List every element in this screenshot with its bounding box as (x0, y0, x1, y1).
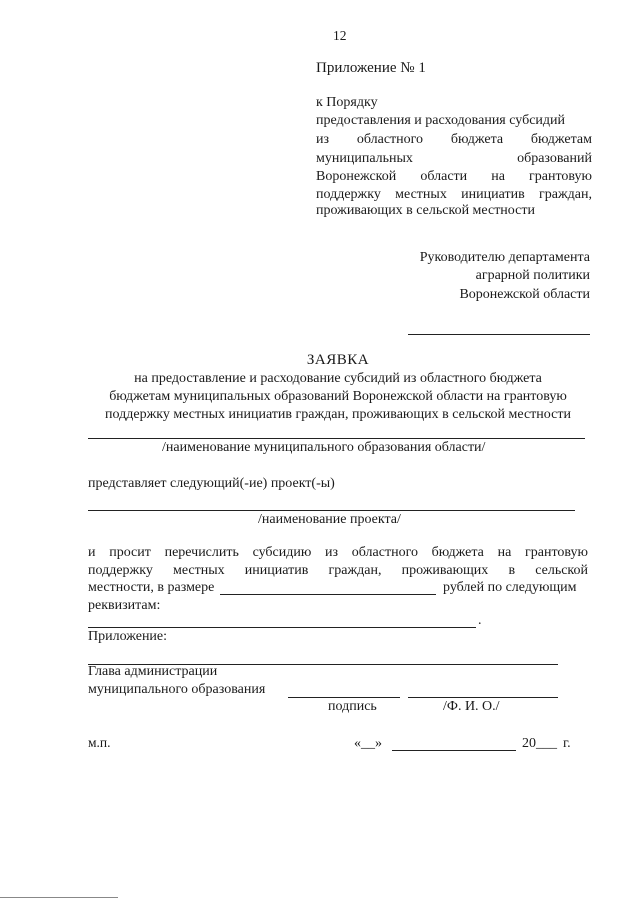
addressee-line: аграрной политики (475, 268, 590, 283)
addressee-line: Воронежской области (459, 287, 590, 302)
appendix-line: к Порядку (316, 95, 378, 110)
municipality-name-line[interactable] (88, 438, 585, 439)
request-line-amount-prefix: местности, в размере (88, 580, 215, 595)
signature-caption: подпись (328, 699, 377, 714)
signer-title-line: Глава администрации (88, 664, 218, 679)
appendix-title: Приложение № 1 (316, 60, 426, 76)
project-name-line[interactable] (88, 510, 575, 511)
addressee-name-line[interactable] (408, 334, 590, 335)
attachment-label: Приложение: (88, 629, 168, 644)
appendix-line: предоставления и расходования субсидий (316, 113, 566, 128)
project-caption: /наименование проекта/ (258, 512, 401, 527)
municipality-caption: /наименование муниципального образования области/ (162, 440, 486, 455)
application-subtitle-line: поддержку местных инициатив граждан, проживающих в сельской местности (105, 407, 571, 422)
date-year-suffix: г. (563, 736, 571, 751)
request-line-amount-suffix: рублей по следующим (443, 580, 577, 595)
page-number: 12 (333, 28, 347, 43)
full-name-caption: /Ф. И. О./ (443, 699, 500, 714)
appendix-line: поддержку местных инициатив граждан, (316, 187, 592, 202)
request-line: и просит перечислить субсидию из областного бюджета на грантовую (88, 545, 588, 560)
signer-title-line: муниципального образования (88, 682, 266, 697)
stamp-place: м.п. (88, 735, 111, 750)
signature-line[interactable] (288, 697, 400, 698)
date-day-field[interactable]: __ (361, 736, 375, 751)
presents-text: представляет следующий(-ие) проект(-ы) (88, 476, 335, 491)
page-bottom-edge (0, 897, 118, 898)
date-open-quote: « (354, 736, 361, 751)
application-subtitle-line: бюджетам муниципальных образований Воронежской области на грантовую (109, 389, 567, 404)
application-title: ЗАЯВКА (306, 352, 370, 368)
appendix-line: проживающих в сельской местности (316, 203, 535, 218)
requisites-period: . (478, 613, 482, 628)
appendix-line: из областного бюджета бюджетам (316, 132, 592, 147)
appendix-line: муниципальных образований (316, 151, 592, 166)
appendix-line: Воронежской области на грантовую (316, 169, 592, 184)
date-year (522, 736, 571, 752)
full-name-line[interactable] (408, 697, 558, 698)
addressee-line: Руководителю департамента (419, 250, 590, 265)
date-line (354, 736, 382, 752)
amount-field-line[interactable] (220, 594, 436, 595)
requisites-label: реквизитам: (88, 598, 161, 613)
date-year-prefix: 20 (522, 736, 536, 751)
application-subtitle-line: на предоставление и расходование субсидий из областного бюджета (134, 371, 542, 386)
date-close-quote: » (375, 736, 382, 751)
date-month-line[interactable] (392, 750, 516, 751)
request-line: поддержку местных инициатив граждан, проживающих в сельской (88, 563, 588, 578)
date-year-field[interactable]: ___ (536, 736, 557, 751)
requisites-line[interactable] (88, 627, 476, 628)
